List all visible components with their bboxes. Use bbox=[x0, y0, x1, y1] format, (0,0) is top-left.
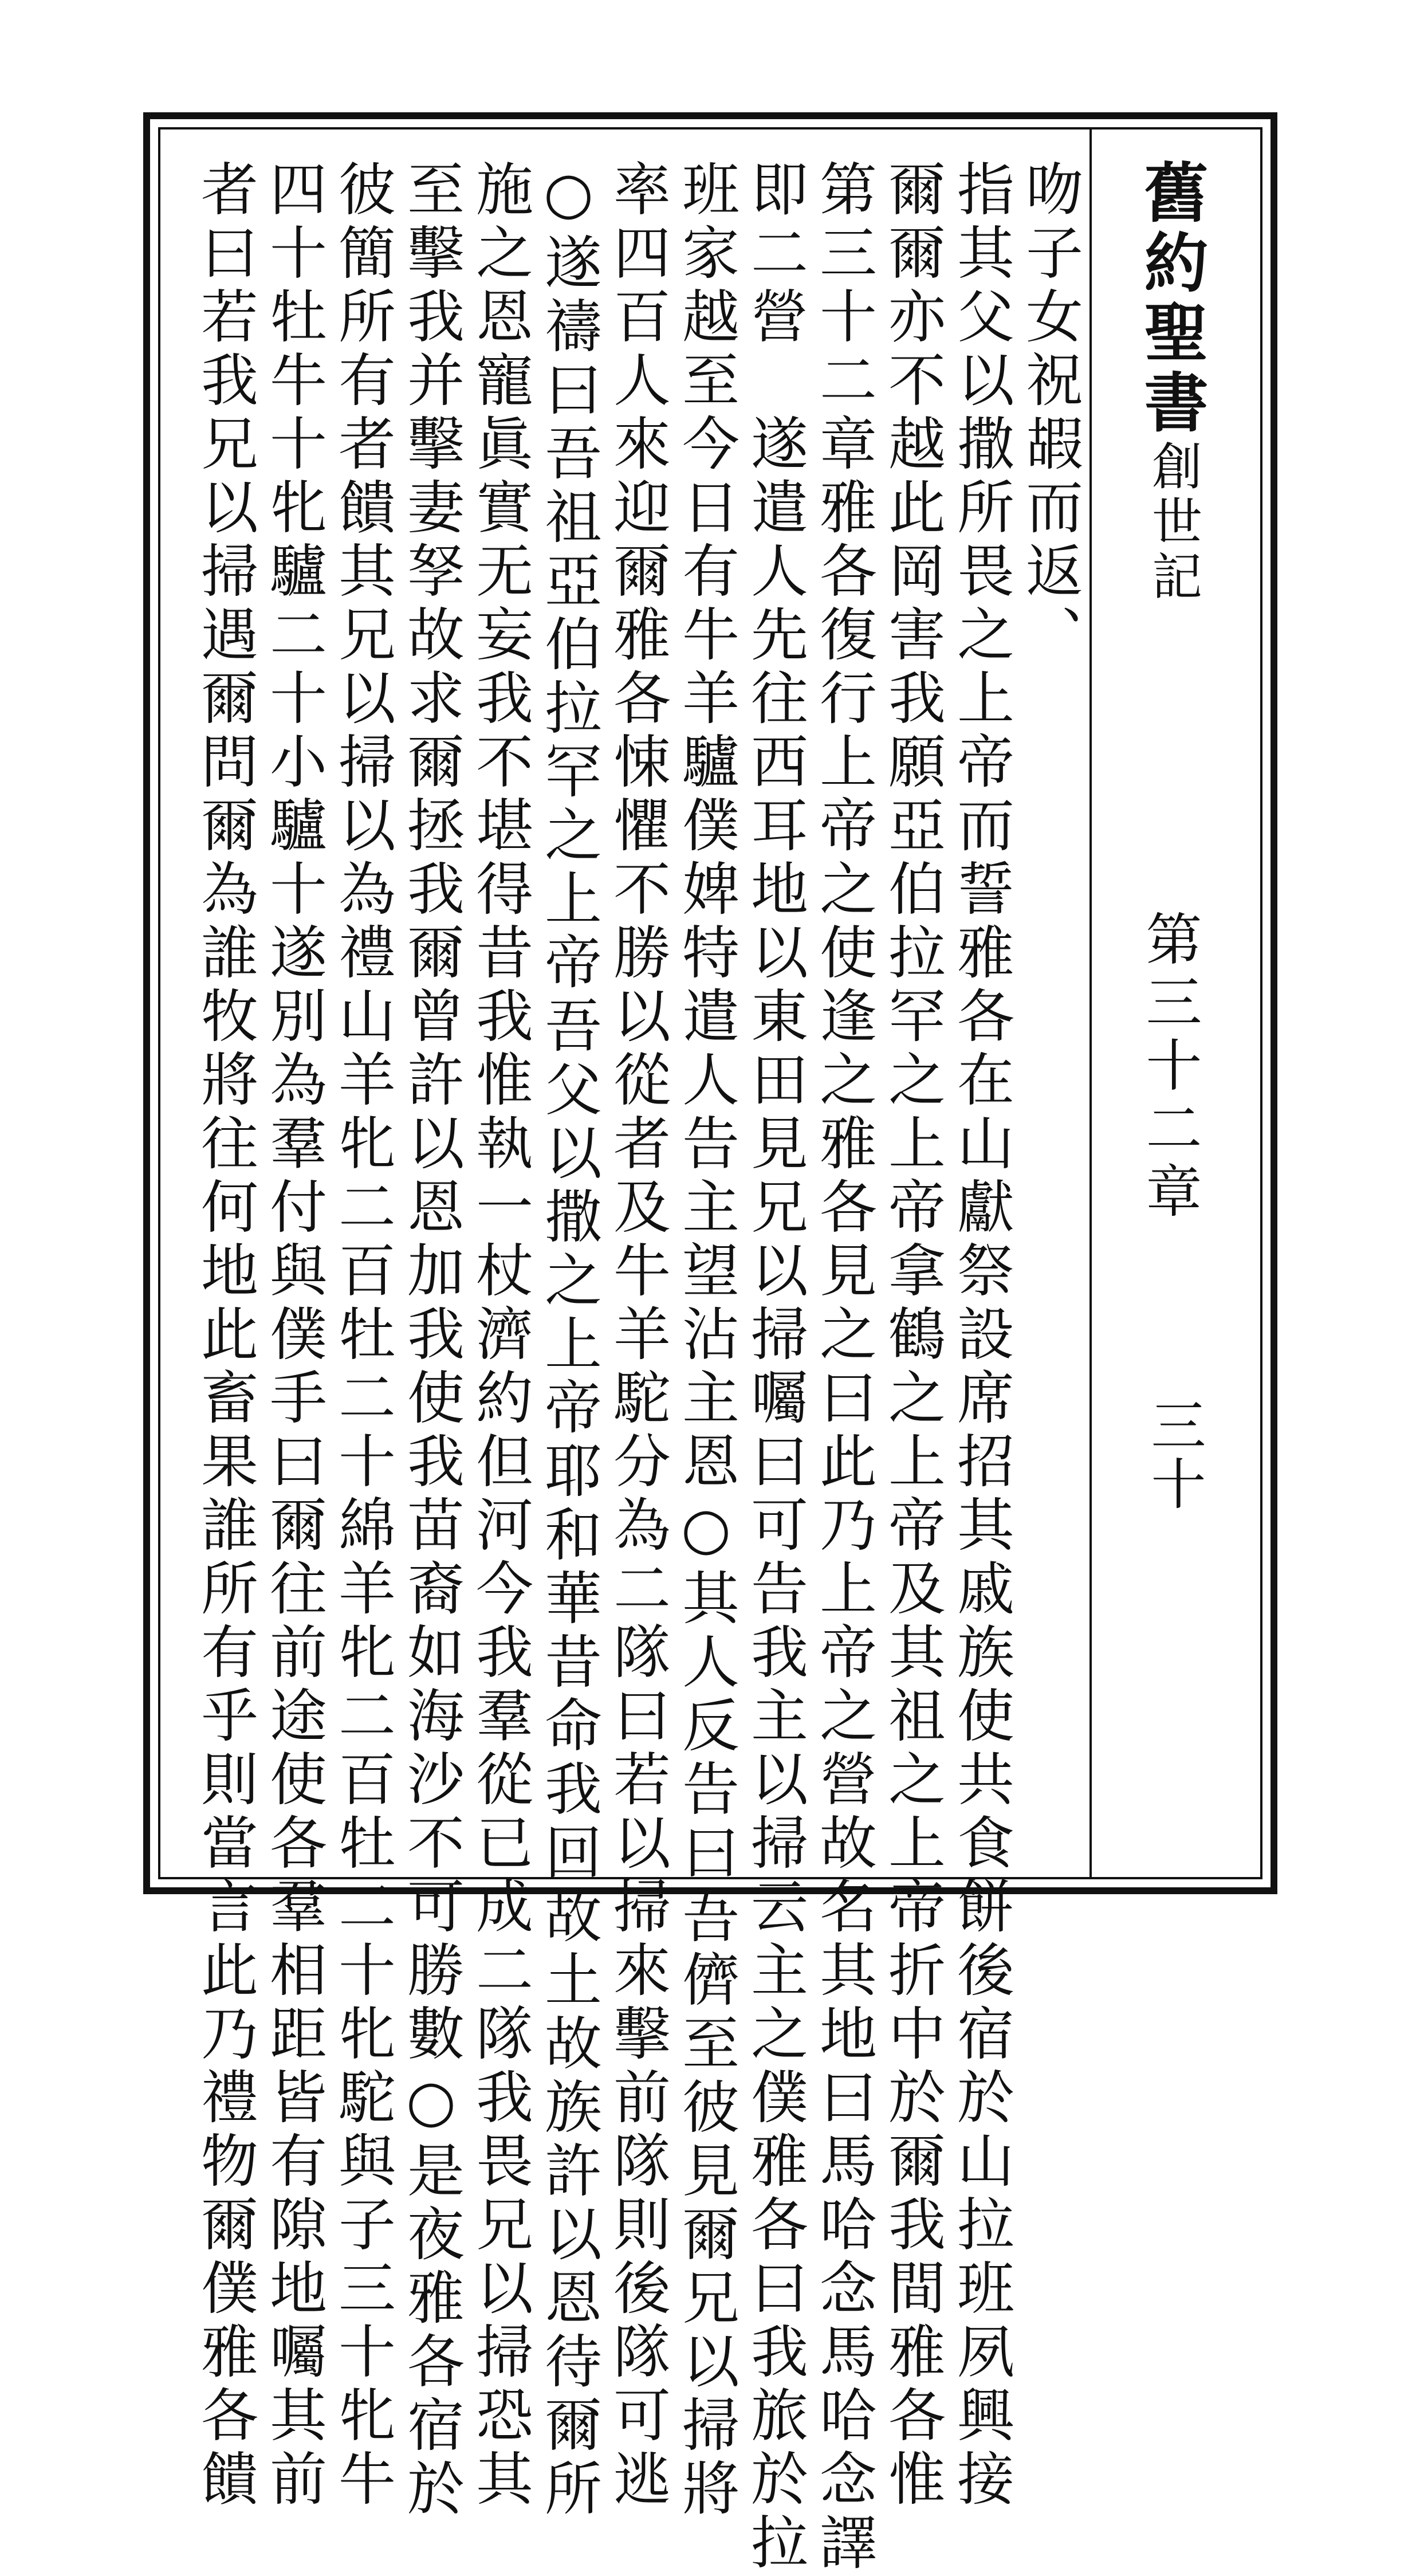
text-column: 爾爾亦不越此岡害我願亞伯拉罕之上帝拿鶴之上帝及其祖之上帝折中於爾我間雅各惟 bbox=[879, 159, 946, 2512]
text-column: 班家越至今日有牛羊驢僕婢特遣人告主望沾主恩○其人反告曰吾儕至彼見爾兄以掃將 bbox=[672, 159, 739, 2522]
book-name: 創世記 bbox=[1144, 440, 1203, 605]
text-column: 率四百人來迎爾雅各悚懼不勝以從者及牛羊駝分為二隊曰若以掃來擊前隊則後隊可逃 bbox=[604, 159, 671, 2512]
text-column: 彼簡所有者饋其兄以掃以為禮山羊牝二百牡二十綿羊牝二百牡二十牝駝與子三十牝牛 bbox=[329, 159, 396, 2512]
header-divider bbox=[1089, 129, 1092, 1877]
text-column: 指其父以撒所畏之上帝而誓雅各在山獻祭設席招其戚族使共食餅後宿於山拉班夙興接 bbox=[947, 159, 1014, 2512]
text-column: 吻子女祝嘏而返、 bbox=[1016, 159, 1083, 668]
page-number: 三十 bbox=[1142, 1397, 1206, 1514]
text-column: 施之恩寵眞實无妄我不堪得昔我惟執一杖濟約但河今我羣從已成二隊我畏兄以掃恐其 bbox=[466, 159, 533, 2512]
text-column: 者曰若我兄以掃遇爾問爾為誰牧將往何地此畜果誰所有乎則當言此乃禮物爾僕雅各饋 bbox=[191, 159, 258, 2512]
chapter-heading: 第三十二章 bbox=[1136, 910, 1202, 1225]
text-column: 即二營 遂遣人先往西耳地以東田見兄以掃囑曰可告我主以掃云主之僕雅各曰我旅於拉 bbox=[741, 159, 808, 2576]
book-collection-title: 舊約聖書 bbox=[1134, 159, 1209, 439]
text-column: 至擊我并擊妻孥故求爾拯我爾曾許以恩加我使我苗裔如海沙不可勝數○是夜雅各宿於 bbox=[398, 159, 465, 2522]
chapter-start-column: 第三十二章雅各復行上帝之使逢之雅各見之曰此乃上帝之營故名其地曰馬哈念馬哈念譯 bbox=[810, 159, 877, 2576]
page-border bbox=[143, 112, 1277, 2576]
text-column: 四十牡牛十牝驢二十小驢十遂別為羣付與僕手曰爾往前途使各羣相距皆有隙地囑其前 bbox=[260, 159, 327, 2512]
text-column: ○遂禱曰吾祖亞伯拉罕之上帝吾父以撒之上帝耶和華昔命我回故土故族許以恩待爾所 bbox=[535, 159, 602, 2522]
